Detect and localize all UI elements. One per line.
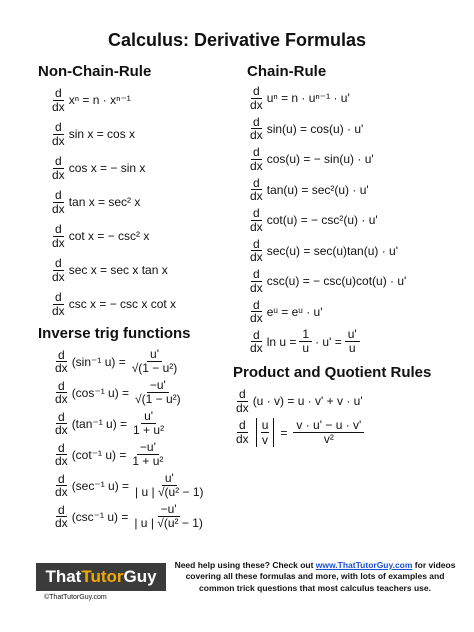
non-chain-rule [52, 189, 140, 215]
rule-expression: xⁿ = n · xⁿ⁻¹ [68, 93, 131, 108]
rule-lhs: (cos⁻¹ u) = [71, 385, 130, 400]
rule-expression: sec x = sec x tan x [68, 263, 168, 278]
ln-rule-fraction-2: $\frac{u'}{u}$ [345, 328, 360, 355]
ln-rule-fraction-1: $\frac{1}{u}$ [299, 328, 312, 355]
derivative-operator: d dx [52, 222, 65, 250]
rule-expression: cos x = − sin x [68, 161, 146, 176]
non-chain-rule [52, 257, 168, 283]
derivative-operator: d dx [52, 188, 65, 216]
derivative-operator: d dx [55, 471, 68, 500]
chain-rule [250, 207, 378, 233]
rule-fraction: $\frac{-u'}{\text{| u | √(u² − 1)}}$ [134, 502, 203, 531]
rule-lhs: (sin⁻¹ u) = [71, 354, 126, 369]
derivative-operator: d dx [55, 440, 68, 469]
rule-expression: sin x = cos x [68, 127, 136, 142]
derivative-operator: d dx [55, 347, 68, 376]
inverse-trig-rule [55, 410, 170, 437]
derivative-operator: d dx [236, 418, 249, 446]
rule-expression: sin(u) = cos(u) · u' [266, 121, 364, 136]
website-link[interactable]: www.ThatTutorGuy.com [315, 560, 413, 570]
derivative-operator: d dx [52, 290, 65, 318]
derivative-operator: d dx [250, 145, 263, 173]
product-rule [236, 388, 363, 414]
derivative-operator: d dx [250, 175, 263, 204]
derivative-operator: d dx [250, 327, 263, 356]
rule-expression: csc x = − csc x cot x [68, 297, 177, 312]
inverse-trig-rule [55, 472, 210, 499]
rule-fraction: $\frac{-u'}{\text{1 + u²}}$ [132, 440, 164, 469]
derivative-operator: d dx [52, 256, 65, 284]
non-chain-rule [52, 87, 131, 113]
rule-fraction: $\frac{u'}{\text{1 + u²}}$ [133, 409, 165, 438]
copyright: ©ThatTutorGuy.com [44, 594, 107, 601]
rule-fraction: $\frac{u'}{\text{| u | √(u² − 1)}}$ [135, 471, 204, 500]
rule-lhs: (sec⁻¹ u) = [71, 478, 130, 493]
rule-lhs: (tan⁻¹ u) = [71, 416, 128, 431]
rule-lhs: (csc⁻¹ u) = [71, 509, 129, 524]
heading-non-chain-rule: Non-Chain-Rule [38, 63, 152, 80]
derivative-operator: d dx [250, 84, 263, 112]
derivative-operator: d dx [52, 154, 65, 182]
derivative-operator: d dx [55, 502, 68, 531]
rule-expression: eᵘ = eᵘ · u' [266, 304, 323, 319]
ln-rule [250, 328, 363, 355]
quotient-rule-fraction: $\frac{v \cdot u' - u \cdot v'}{\text{v²}}$ [293, 419, 364, 446]
inverse-trig-rule [55, 379, 187, 406]
inverse-trig-rule [55, 348, 183, 375]
derivative-operator: d dx [250, 114, 263, 143]
non-chain-rule [52, 291, 176, 317]
rule-expression: uⁿ = n · uⁿ⁻¹ · u' [266, 91, 350, 106]
rule-expression: tan(u) = sec²(u) · u' [266, 182, 369, 197]
non-chain-rule [52, 223, 149, 249]
quotient-bracket: $\frac{u}{v}$ [256, 418, 275, 447]
rule-expression: cot(u) = − csc²(u) · u' [266, 213, 378, 228]
quotient-rule: d dx $\frac{u}{v}$ = $\frac{v \cdot u' - u \cdot v'}{\text{v²}}$ [236, 418, 367, 447]
non-chain-rule [52, 155, 145, 181]
chain-rule [250, 85, 350, 111]
heading-inverse-trig: Inverse trig functions [38, 325, 191, 342]
derivative-operator: d dx [52, 86, 65, 114]
rule-fraction: $\frac{-u'}{\text{√(1 − u²)}}$ [135, 378, 181, 407]
thattutorguy-logo: That Tutor Guy [36, 563, 166, 591]
chain-rule [250, 268, 406, 294]
chain-rule [250, 238, 398, 264]
derivative-operator: d dx [250, 236, 263, 265]
rule-expression: sec(u) = sec(u)tan(u) · u' [266, 243, 399, 258]
derivative-operator: d dx [55, 409, 68, 438]
derivative-operator: d dx [250, 297, 263, 326]
rule-expression: cot x = − csc² x [68, 229, 150, 244]
derivative-operator: d dx [250, 267, 263, 295]
rule-fraction: $\frac{u'}{\text{√(1 − u²)}}$ [131, 347, 178, 376]
ln-rule-lhs: ln u = [266, 334, 297, 349]
heading-chain-rule: Chain-Rule [247, 63, 327, 80]
derivative-operator: d dx [236, 387, 249, 415]
page-title: Calculus: Derivative Formulas [107, 30, 367, 50]
inverse-trig-rule [55, 503, 209, 530]
rule-expression: csc(u) = − csc(u)cot(u) · u' [266, 274, 407, 289]
chain-rule [250, 299, 323, 325]
rule-expression: tan x = sec² x [68, 195, 141, 210]
derivative-operator: d dx [55, 378, 68, 407]
inverse-trig-rule [55, 441, 169, 468]
heading-product-quotient: Product and Quotient Rules [233, 364, 432, 381]
chain-rule [250, 146, 374, 172]
derivative-operator: d dx [250, 206, 263, 234]
product-rule-expression: (u · v) = u · v' + v · u' [252, 394, 363, 409]
non-chain-rule [52, 121, 135, 147]
rule-lhs: (cot⁻¹ u) = [71, 447, 127, 462]
ln-rule-middle: · u' = [315, 334, 342, 349]
footer-note: Need help using these? Check out www.ThatTutorGuy.com for videos covering all these formulas and more, with lots of examples and common trick questions that most calculus teachers use. [174, 560, 456, 593]
rule-expression: cos(u) = − sin(u) · u' [266, 152, 374, 167]
chain-rule [250, 177, 369, 203]
derivative-operator: d dx [52, 120, 65, 148]
chain-rule [250, 116, 363, 142]
